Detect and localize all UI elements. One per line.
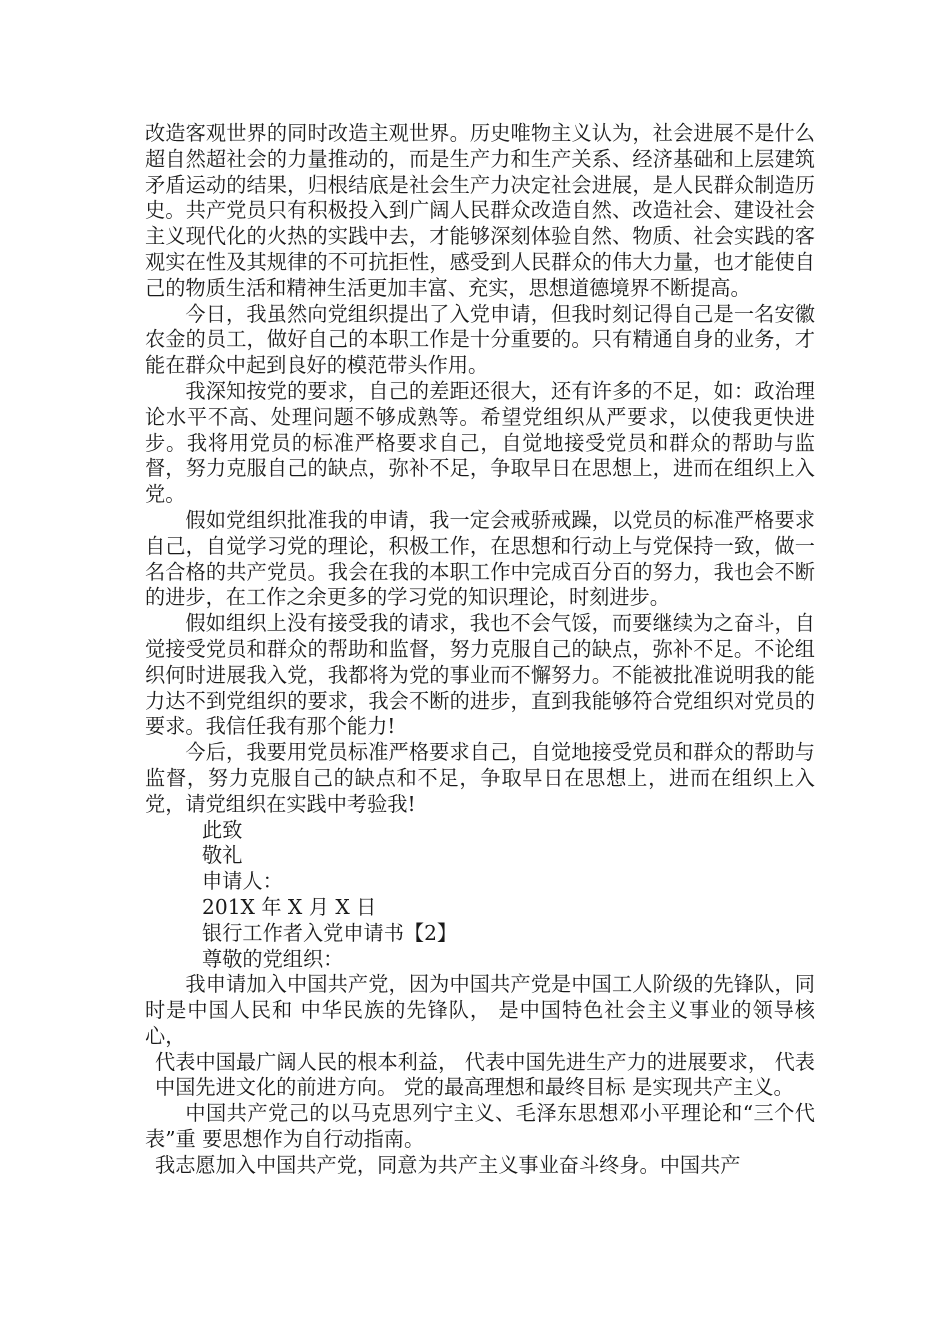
applicant-label: 申请人： (202, 869, 283, 894)
closing-salutation: 此致 (202, 817, 243, 842)
paragraph-6: 今后，我要用党员标准严格要求自己，自觉地接受党员和群众的帮助与监督，努力克服自己的缺点和不足，争取早日在思想上，进而在组织上入党，请党组织在实践中考验我! (145, 740, 815, 816)
paragraph-7: 我申请加入中国共产党，因为中国共产党是中国工人阶级的先锋队，同时是中国人民和 中华民族的先锋队， 是中国特色社会主义事业的领导核心， (145, 972, 815, 1048)
paragraph-5: 假如组织上没有接受我的请求，我也不会气馁，而要继续为之奋斗，自觉接受党员和群众的帮助和监督，努力克服自己的缺点，弥补不足。不论组织何时进展我入党，我都将为党的事业而不懈努力。不能被批准说明我的能力达不到党组织的要求，我会不断的进步，直到我能够符合党组织对党员的要求。我信任我有那个能力! (145, 611, 815, 739)
date-line: 201X 年 X 月 X 日 (202, 894, 377, 919)
paragraph-2: 今日，我虽然向党组织提出了入党申请，但我时刻记得自己是一名安徽农金的员工，做好自己的本职工作是十分重要的。只有精通自身的业务，才能在群众中起到良好的模范带头作用。 (145, 301, 815, 378)
paragraph-3: 我深知按党的要求，自己的差距还很大，还有许多的不足，如：政治理论水平不高、处理问题不够成熟等。希望党组织从严要求，以使我更快进步。我将用党员的标准严格要求自己，自觉地接受党员和群众的帮助与监督，努力克服自己的缺点，弥补不足，争取早日在思想上，进而在组织上入党。 (145, 378, 815, 507)
paragraph-4: 假如党组织批准我的申请，我一定会戒骄戒躁，以党员的标准严格要求自己，自觉学习党的理论，积极工作，在思想和行动上与党保持一致，做一名合格的共产党员。我会在我的本职工作中完成百分百的努力，我也会不断的进步，在工作之余更多的学习党的知识理论，时刻进步。 (145, 507, 815, 610)
closing-regards: 敬礼 (202, 843, 243, 868)
paragraph-8: 代表中国最广阔人民的根本利益， 代表中国先进生产力的进展要求， 代表中国先进文化的前进方向。 党的最高理想和最终目标 是实现共产主义。 (155, 1049, 815, 1100)
paragraph-1: 改造客观世界的同时改造主观世界。历史唯物主义认为，社会进展不是什么超自然超社会的力量推动的，而是生产力和生产关系、经济基础和上层建筑矛盾运动的结果，归根结底是社会生产力决定社会进展，是人民群众制造历史。共产党员只有积极投入到广阔人民群众改造自然、改造社会、建设社会主义现代化的火热的实践中去，才能够深刻体验自然、物质、社会实践的客观实在性及其规律的不可抗拒性，感受到人民群众的伟大力量，也才能使自己的物质生活和精神生活更加丰富、充实，思想道德境界不断提高。 (145, 121, 815, 300)
section-title: 银行工作者入党申请书【2】 (202, 920, 458, 945)
paragraph-10: 我志愿加入中国共产党，同意为共产主义事业奋斗终身。中国共产 (155, 1152, 741, 1177)
document-body (145, 121, 815, 1179)
greeting: 尊敬的党组织： (202, 946, 344, 971)
paragraph-9: 中国共产党己的以马克思列宁主义、毛泽东思想邓小平理论和“三个代表”重 要思想作为自行动指南。 (145, 1101, 815, 1152)
